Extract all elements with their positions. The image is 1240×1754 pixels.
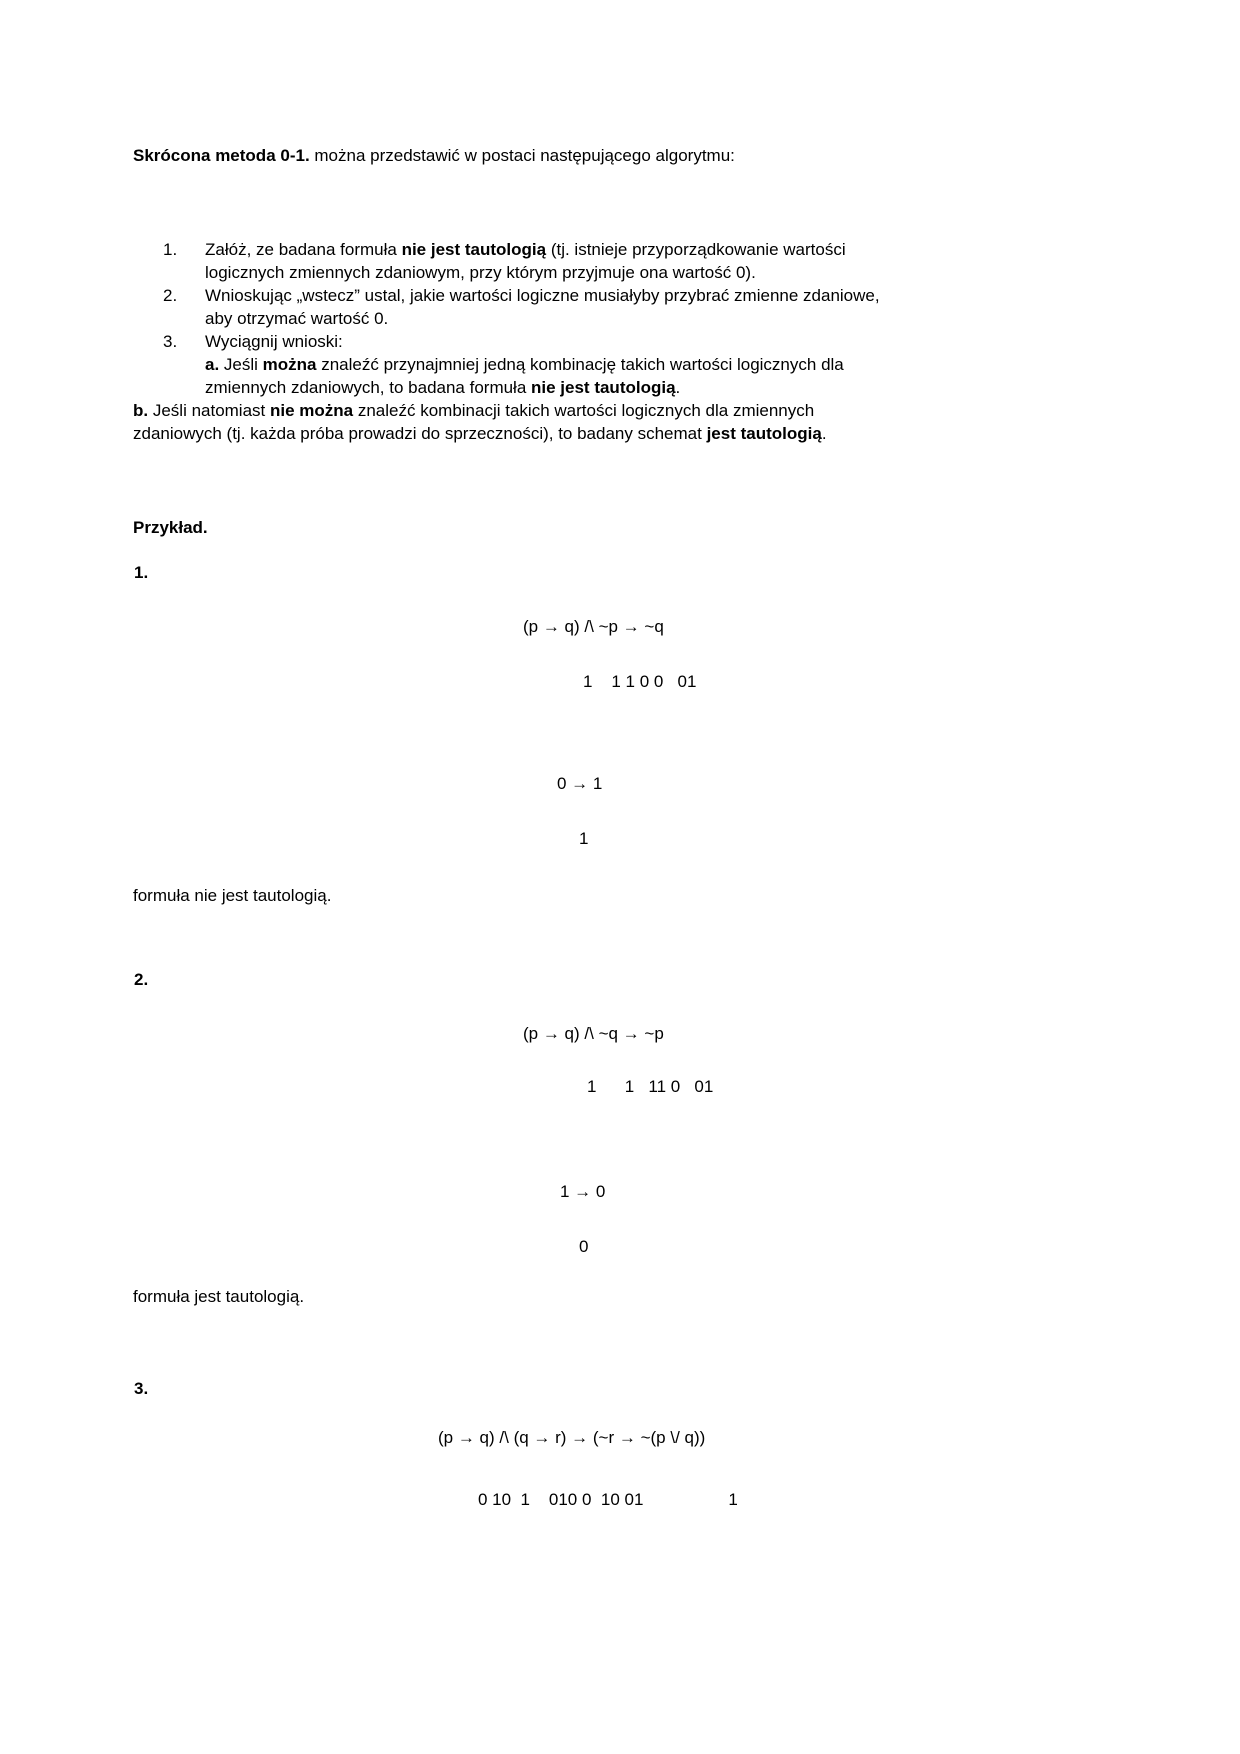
- list-item-line: a. Jeśli można znaleźć przynajmniej jedną kombinację takich wartości logicznych dla: [205, 355, 844, 374]
- example-1-step-1: 0 → 1: [557, 774, 603, 793]
- example-2-step-2: 0: [579, 1237, 589, 1256]
- list-item-number: 1.: [163, 240, 178, 259]
- example-3-number: 3.: [134, 1379, 149, 1398]
- algorithm-item-2: [133, 284, 1083, 330]
- note-line: b. Jeśli natomiast nie można znaleźć kombinacji takich wartości logicznych dla zmiennych: [133, 401, 815, 420]
- example-1-number: 1.: [134, 563, 149, 582]
- list-item-number: 3.: [163, 332, 178, 351]
- example-1-step-2: 1: [579, 829, 589, 848]
- list-item-line: Załóż, ze badana formuła nie jest tautologią (tj. istnieje przyporządkowanie wartości: [205, 240, 846, 259]
- example-3-formula: (p → q) /\ (q → r) → (~r → ~(p \/ q)): [438, 1428, 706, 1447]
- example-2-values-row: 1 1 11 0 01: [587, 1077, 714, 1096]
- note-line: zdaniowych (tj. każda próba prowadzi do sprzeczności), to badany schemat jest tautologią.: [133, 424, 827, 443]
- example-1-formula: (p → q) /\ ~p → ~q: [523, 617, 664, 636]
- note-paragraph-b: [133, 399, 1093, 445]
- algorithm-item-1: [133, 238, 1083, 284]
- list-item-line: aby otrzymać wartość 0.: [205, 309, 389, 328]
- list-item-number: 2.: [163, 286, 178, 305]
- algorithm-item-3: [133, 330, 1083, 399]
- list-item-line: Wnioskując „wstecz” ustal, jakie wartości logiczne musiałyby przybrać zmienne zdaniowe,: [205, 286, 880, 305]
- example-2-number: 2.: [134, 970, 149, 989]
- list-item-line: logicznych zmiennych zdaniowym, przy którym przyjmuje ona wartość 0).: [205, 263, 756, 282]
- example-1-conclusion: formuła nie jest tautologią.: [133, 886, 332, 905]
- example-2-step-1: 1 → 0: [560, 1182, 606, 1201]
- algorithm-list: [133, 238, 1083, 399]
- example-3-values-row: 0 10 1 010 0 10 01 1: [478, 1490, 738, 1509]
- example-1-values-row: 1 1 1 0 0 01: [583, 672, 697, 691]
- examples-heading: Przykład.: [133, 518, 208, 537]
- intro-paragraph: Skrócona metoda 0-1. można przedstawić w postaci następującego algorytmu:: [133, 146, 735, 165]
- list-item-line: zmiennych zdaniowych, to badana formuła nie jest tautologią.: [205, 378, 681, 397]
- example-2-conclusion: formuła jest tautologią.: [133, 1287, 305, 1306]
- example-2-formula: (p → q) /\ ~q → ~p: [523, 1024, 664, 1043]
- list-item-line: Wyciągnij wnioski:: [205, 332, 343, 351]
